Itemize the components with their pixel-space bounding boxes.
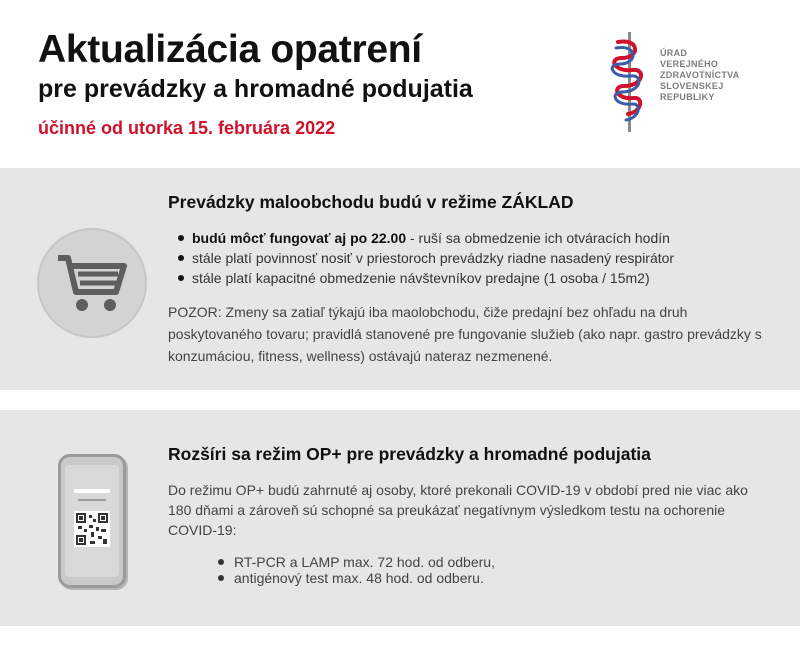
effective-date: účinné od utorka 15. februára 2022	[38, 118, 336, 138]
op-plus-section	[0, 410, 800, 626]
uvz-logo	[610, 28, 780, 138]
retail-bullet-list	[178, 228, 674, 288]
shopping-cart-icon	[56, 252, 130, 316]
phone-qr-code-icon	[58, 454, 126, 588]
retail-section	[0, 168, 800, 390]
list-item: stále platí povinnosť nosiť v priestoroch prevádzky riadne nasadený respirátor	[178, 248, 674, 268]
page-title: Aktualizácia opatrení	[38, 28, 422, 71]
qr-code-icon	[65, 465, 119, 577]
retail-note: POZOR: Zmeny sa zatiaľ týkajú iba maolobchodu, čiže predajní bez ohľadu na druh poskytovaného tovaru; pravidlá stanovené pre fungovanie služieb (ako napr. gastro prevádzky s konzumáciou, fitness, wellness) ostávajú nateraz nezmenené.	[168, 304, 762, 364]
caduceus-icon	[610, 28, 650, 138]
header	[0, 0, 800, 168]
test-bullet-list	[216, 554, 495, 586]
page-subtitle: pre prevádzky a hromadné podujatia	[38, 75, 473, 103]
op-plus-heading: Rozšíri sa režim OP+ pre prevádzky a hromadné podujatia	[168, 444, 651, 464]
list-item: stále platí kapacitné obmedzenie návštevníkov predajne (1 osoba / 15m2)	[178, 268, 674, 288]
list-item: RT-PCR a LAMP max. 72 hod. od odberu,	[216, 554, 495, 570]
retail-heading: Prevádzky maloobchodu budú v režime ZÁKLAD	[168, 192, 574, 212]
op-plus-text: Do režimu OP+ budú zahrnuté aj osoby, ktoré prekonali COVID-19 v období pred nie viac ako 180 dňami a zároveň sú schopné sa preukázať negatívnym výsledkom testu na ochorenie COVID-19:	[168, 482, 748, 538]
list-item: budú môcť fungovať aj po 22.00 - ruší sa obmedzenie ich otváracích hodín	[178, 228, 674, 248]
logo-text: ÚRAD VEREJNÉHO ZDRAVOTNÍCTVA SLOVENSKEJ REPUBLIKY	[660, 48, 740, 102]
cart-icon-badge	[37, 228, 147, 338]
list-item: antigénový test max. 48 hod. od odberu.	[216, 570, 495, 586]
phone-screen	[65, 465, 119, 577]
